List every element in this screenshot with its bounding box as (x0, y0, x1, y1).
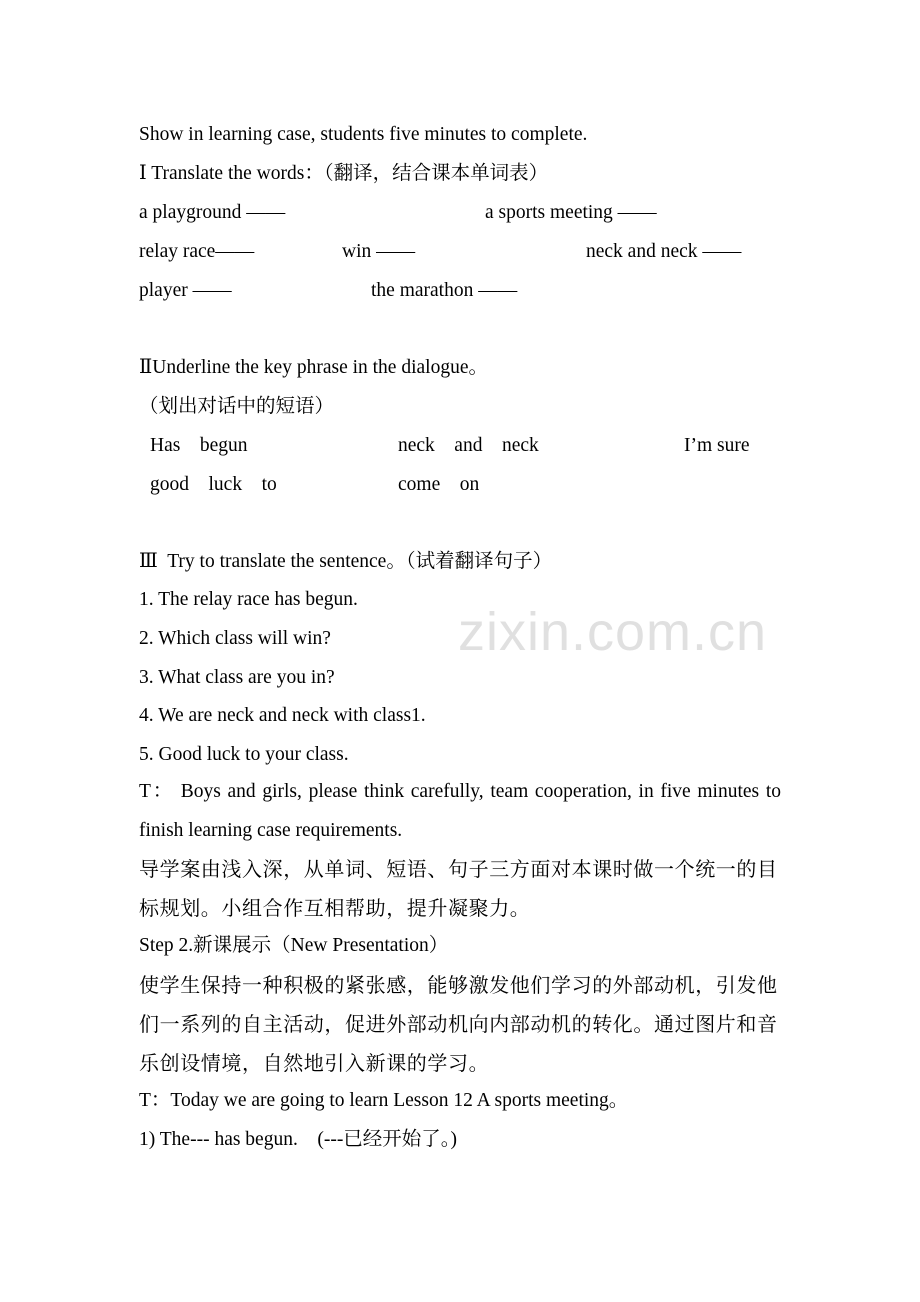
intro-line: Show in learning case, students five minutes to complete. (139, 124, 588, 145)
word-blank: the marathon —— (371, 280, 518, 301)
sentence-item: 1. The relay race has begun. (139, 589, 358, 610)
step2-heading: Step 2.新课展示（New Presentation） (139, 935, 449, 956)
key-phrase: Has begun (150, 435, 248, 456)
section1-heading: Ⅰ Translate the words：（翻译，结合课本单词表） (139, 163, 549, 184)
sentence-item: 5. Good luck to your class. (139, 744, 349, 765)
key-phrase: I’m sure (684, 435, 750, 456)
word-blank: win —— (342, 241, 416, 262)
watermark-logo: zixin.com.cn (458, 602, 768, 662)
sentence-item: 2. Which class will win? (139, 628, 331, 649)
word-blank: neck and neck —— (586, 241, 742, 262)
key-phrase: good luck to (150, 474, 277, 495)
example-line: 1) The--- has begun. (---已经开始了。) (139, 1129, 458, 1150)
section3-heading: Ⅲ Try to translate the sentence。（试着翻译句子） (139, 551, 553, 572)
word-blank: relay race—— (139, 241, 255, 262)
word-blank: a sports meeting —— (485, 202, 657, 223)
key-phrase: come on (398, 474, 480, 495)
key-phrase: neck and neck (398, 435, 539, 456)
sentence-item: 4. We are neck and neck with class1. (139, 705, 426, 726)
guide-note: 导学案由浅入深，从单词、短语、句子三方面对本课时做一个统一的目标规划。小组合作互相帮助，提升凝聚力。 (139, 857, 778, 920)
word-blank: player —— (139, 280, 232, 301)
teacher-lesson-line: T：Today we are going to learn Lesson 12 A sports meeting。 (139, 1090, 629, 1111)
section2-subheading: （划出对话中的短语） (139, 396, 335, 417)
sentence-item: 3. What class are you in? (139, 667, 335, 688)
word-blank: a playground —— (139, 202, 286, 223)
step2-description: 使学生保持一种积极的紧张感，能够激发他们学习的外部动机，引发他们一系列的自主活动，促进外部动机向内部动机的转化。通过图片和音乐创设情境，自然地引入新课的学习。 (139, 973, 778, 1075)
section2-heading: ⅡUnderline the key phrase in the dialogue。 (139, 357, 488, 378)
teacher-instruction: T： Boys and girls, please think carefully, team cooperation, in five minutes to finish learning case requirements. (139, 781, 781, 841)
